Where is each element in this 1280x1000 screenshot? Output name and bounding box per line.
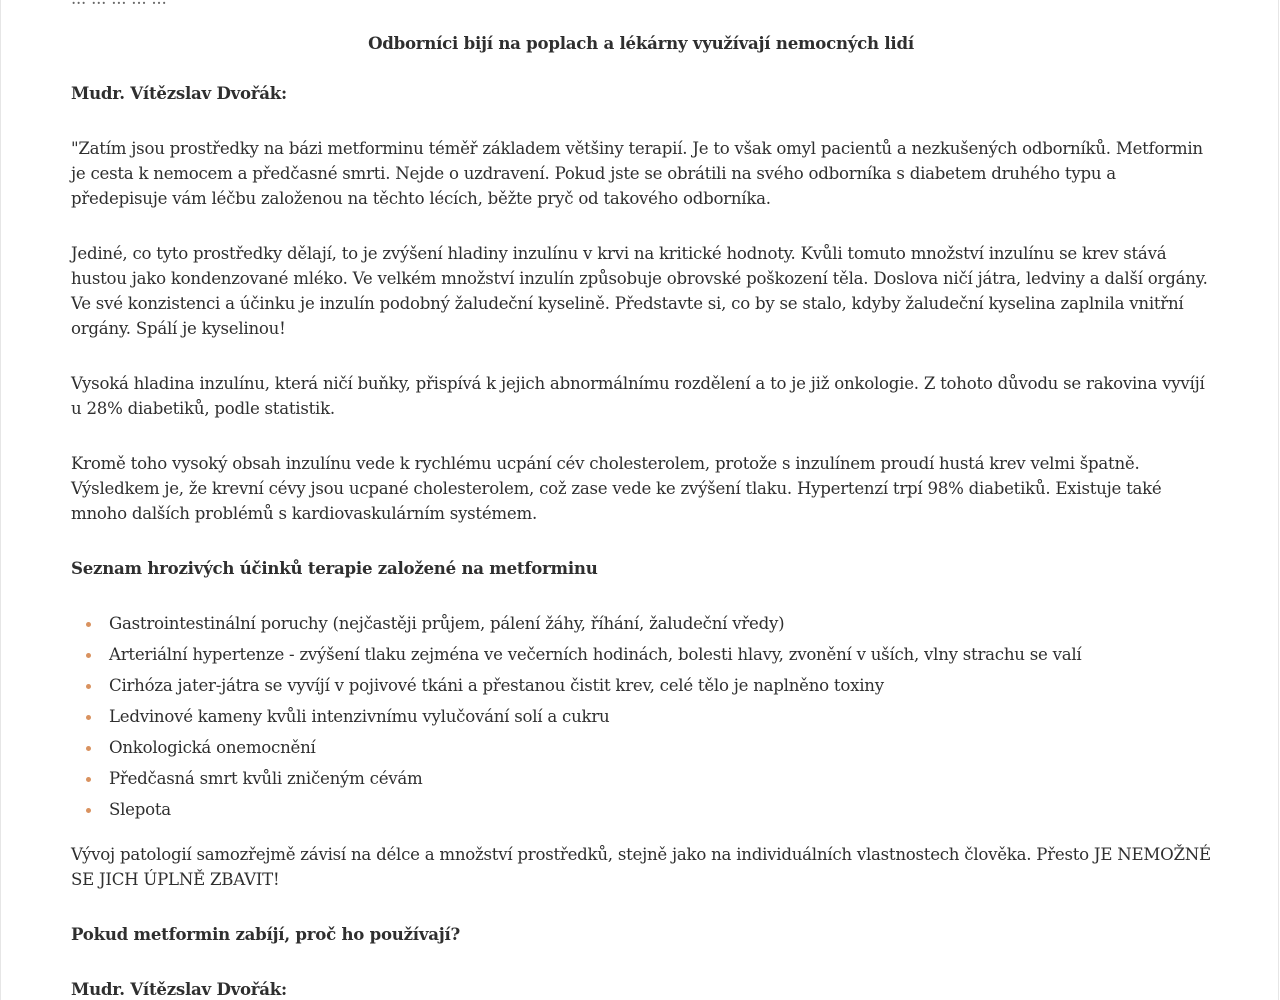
list-item-text: Arteriální hypertenze - zvýšení tlaku zejména ve večerních hodinách, bolesti hlavy, zvonění v uších, vlny strachu se valí — [109, 645, 1082, 664]
list-item — [109, 735, 1211, 760]
speaker-label: Mudr. Vítězslav Dvořák: — [71, 83, 287, 103]
list-item-text: Gastrointestinální poruchy (nejčastěji průjem, pálení žáhy, říhání, žaludeční vředy) — [109, 614, 785, 633]
bullet-icon — [86, 622, 91, 627]
list-item-text: Cirhóza jater-játra se vyvíjí v pojivové tkáni a přestanou čistit krev, celé tělo je naplněno toxiny — [109, 676, 884, 695]
list-item-text: Předčasná smrt kvůli zničeným cévám — [109, 769, 423, 788]
bullet-icon — [86, 684, 91, 689]
paragraph: "Zatím jsou prostředky na bázi metforminu téměř základem většiny terapií. Je to však omyl pacientů a nezkušených odborníků. Metformin je cesta k nemocem a předčasné smrti. Nejde o uzdravení. Pokud jste se obrátili na svého odborníka s diabetem druhého typu a předepisuje vám léčbu založenou na těchto lécích, běžte pryč od takového odborníka. — [71, 139, 1203, 208]
list-item — [109, 611, 1211, 636]
article-body — [71, 0, 1211, 1000]
effects-list — [71, 611, 1211, 822]
list-item-text: Ledvinové kameny kvůli intenzivnímu vylučování solí a cukru — [109, 707, 610, 726]
list-heading: Seznam hrozivých účinků terapie založené na metforminu — [71, 558, 598, 578]
partial-top-line — [71, 0, 1211, 11]
paragraph: Kromě toho vysoký obsah inzulínu vede k rychlému ucpání cév cholesterolem, protože s inzulínem proudí hustá krev velmi špatně. Výsledkem je, že krevní cévy jsou ucpané cholesterolem, což zase vede ke zvýšení tlaku. Hypertenzí trpí 98% diabetiků. Existuje také mnoho dalších problémů s kardiovaskulárním systémem. — [71, 454, 1162, 523]
bullet-icon — [86, 746, 91, 751]
list-item-text: Slepota — [109, 800, 171, 819]
list-item — [109, 766, 1211, 791]
bullet-icon — [86, 777, 91, 782]
bullet-icon — [86, 808, 91, 813]
article-heading: Odborníci bijí na poplach a lékárny využívají nemocných lidí — [368, 33, 914, 53]
question-heading: Pokud metformin zabíjí, proč ho používají? — [71, 924, 461, 944]
page-left-border — [0, 0, 1, 1000]
list-item — [109, 797, 1211, 822]
speaker-label: Mudr. Vítězslav Dvořák: — [71, 979, 287, 999]
list-item — [109, 642, 1211, 667]
bullet-icon — [86, 653, 91, 658]
paragraph: Jediné, co tyto prostředky dělají, to je zvýšení hladiny inzulínu v krvi na kritické hodnoty. Kvůli tomuto množství inzulínu se krev stává hustou jako kondenzované mléko. Ve velkém množství inzulín způsobuje obrovské poškození těla. Doslova ničí játra, ledviny a další orgány. Ve své konzistenci a účinku je inzulín podobný žaludeční kyselině. Představte si, co by se stalo, kdyby žaludeční kyselina zaplnila vnitřní orgány. Spálí je kyselinou! — [71, 244, 1208, 338]
page-right-border — [1278, 0, 1279, 1000]
list-item — [109, 673, 1211, 698]
paragraph: Vývoj patologií samozřejmě závisí na délce a množství prostředků, stejně jako na individuálních vlastnostech člověka. Přesto JE NEMOŽNÉ SE JICH ÚPLNĚ ZBAVIT! — [71, 845, 1211, 889]
list-item — [109, 704, 1211, 729]
bullet-icon — [86, 715, 91, 720]
paragraph: Vysoká hladina inzulínu, která ničí buňky, přispívá k jejich abnormálnímu rozdělení a to je již onkologie. Z tohoto důvodu se rakovina vyvíjí u 28% diabetiků, podle statistik. — [71, 374, 1205, 418]
list-item-text: Onkologická onemocnění — [109, 738, 316, 757]
